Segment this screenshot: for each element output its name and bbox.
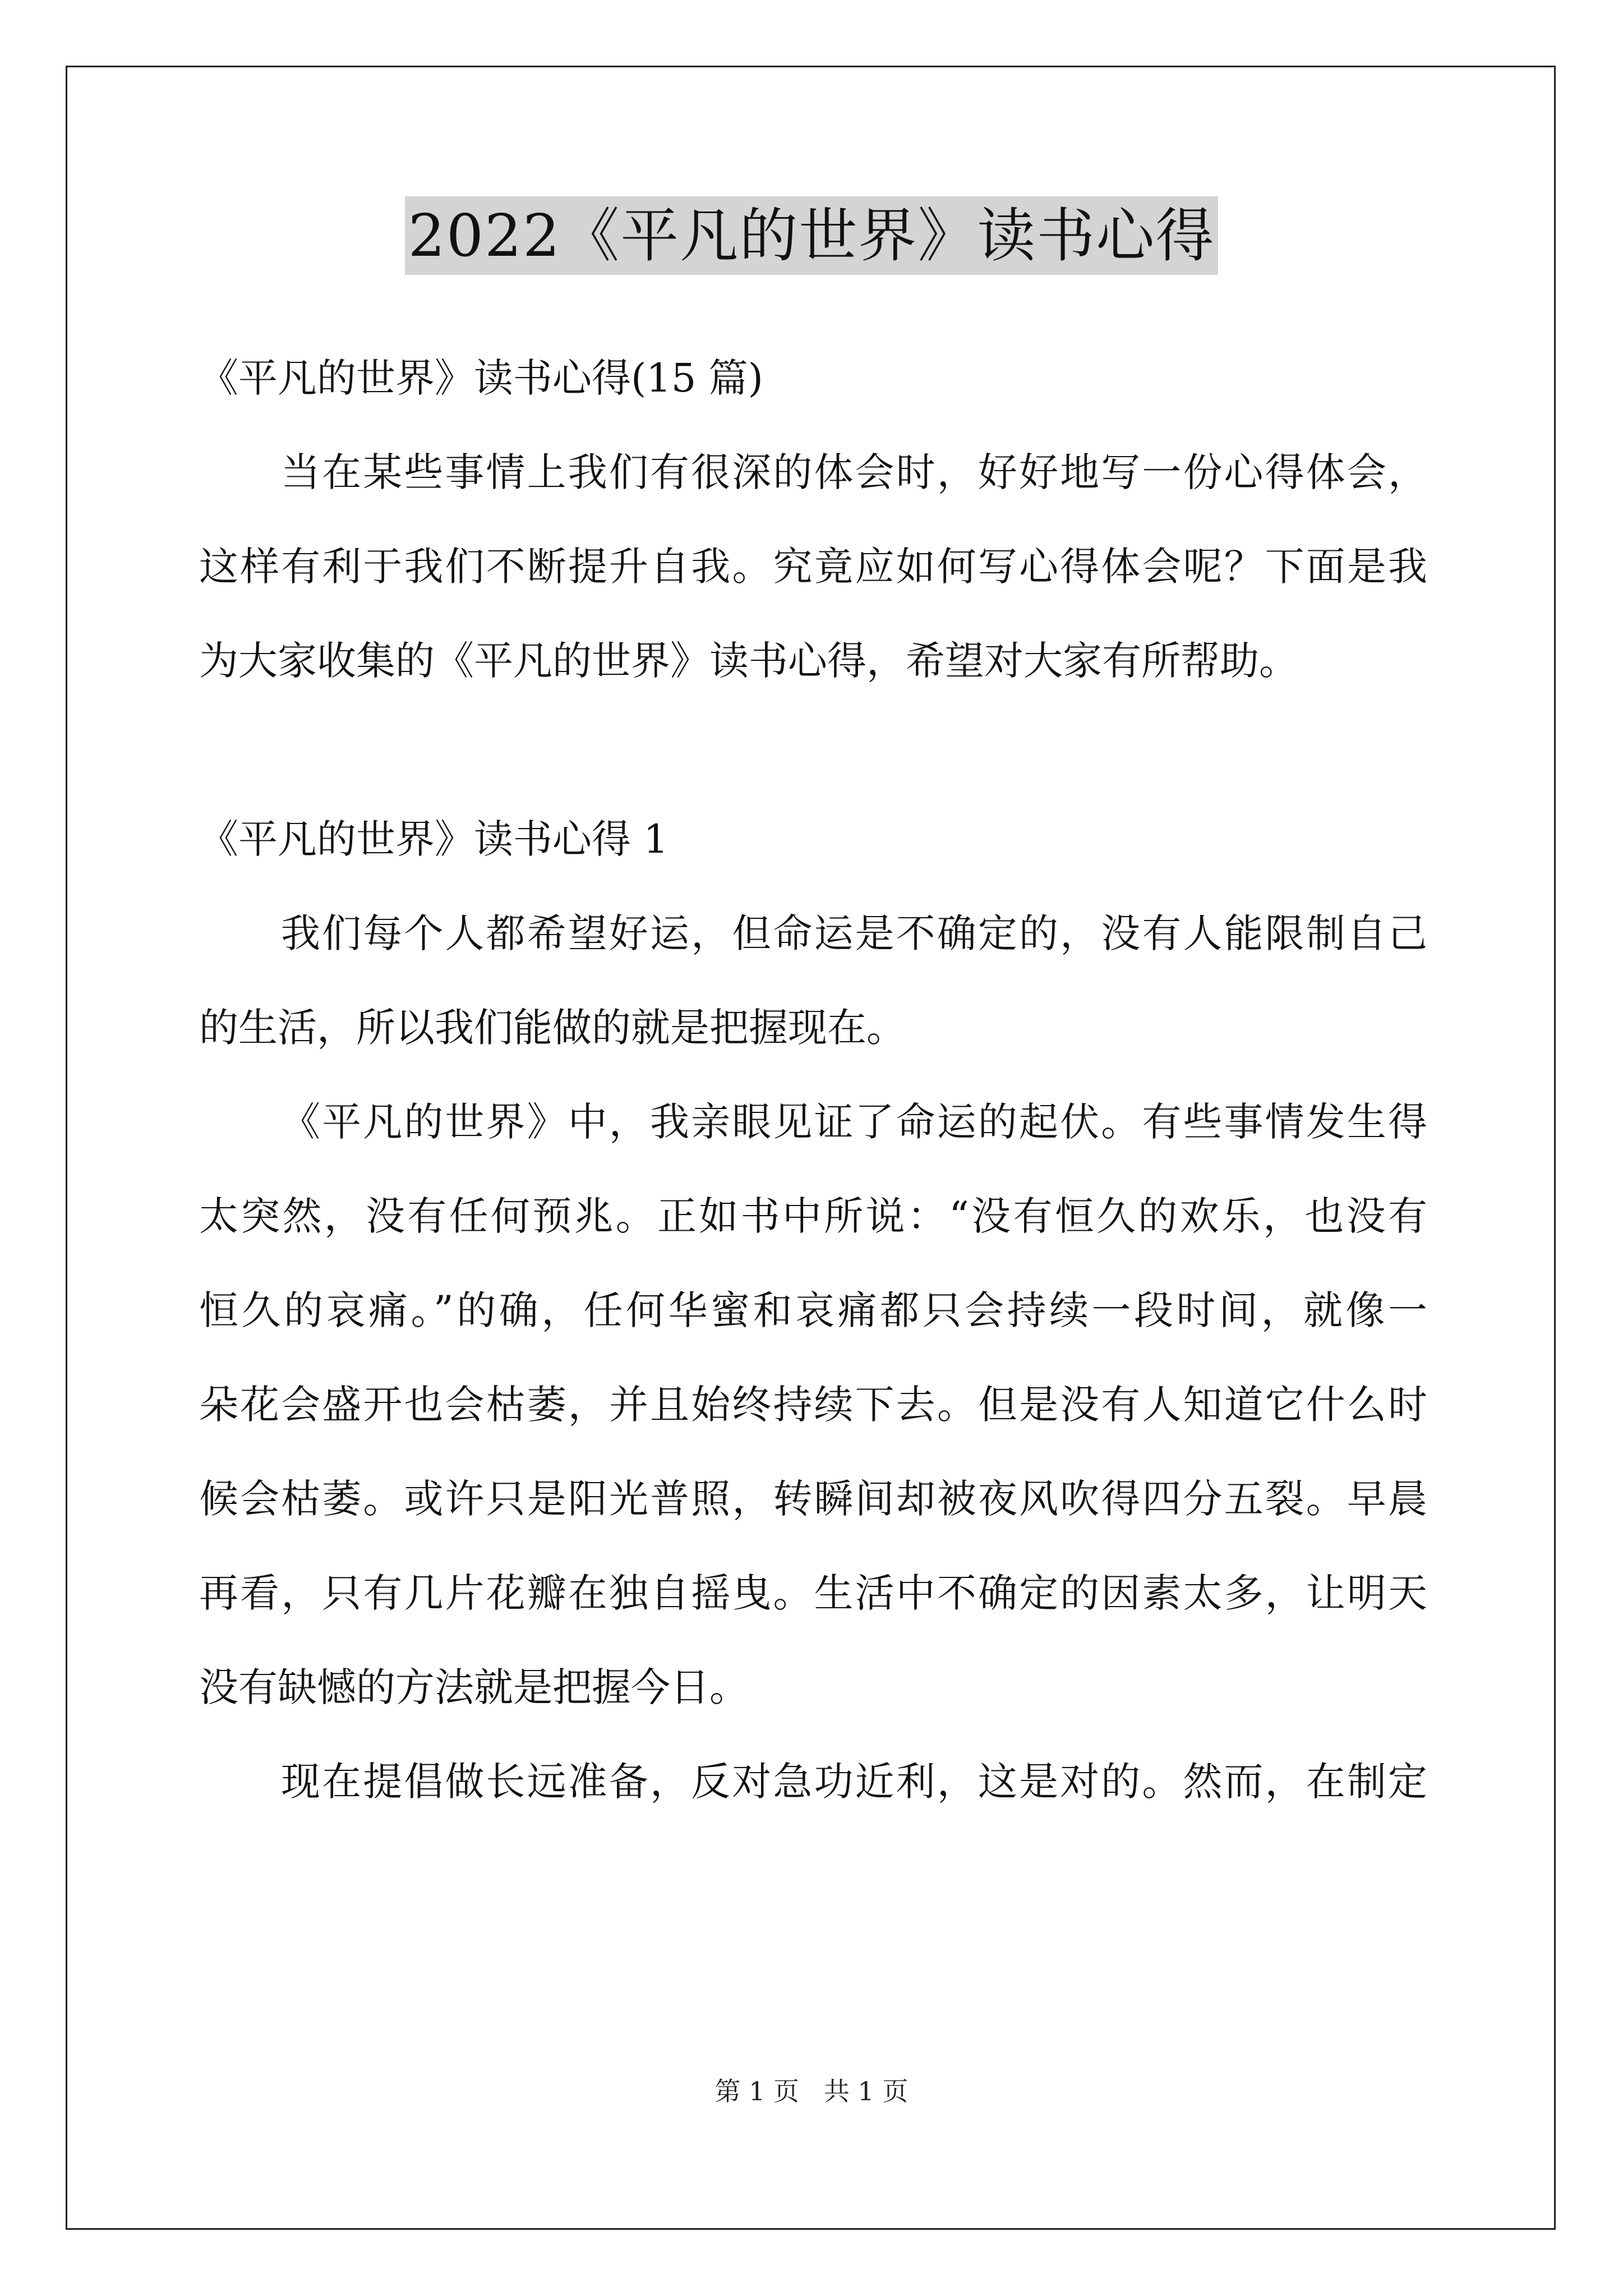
document-body <box>199 331 1427 1829</box>
paragraph-line: 朵花会盛开也会枯萎，并且始终持续下去。但是没有人知道它什么时 <box>199 1382 1427 1428</box>
paragraph-line: 《平凡的世界》中，我亲眼见证了命运的起伏。有些事情发生得 <box>281 1099 1427 1145</box>
paragraph-line: 候会枯萎。或许只是阳光普照，转瞬间却被夜风吹得四分五裂。早晨 <box>199 1476 1427 1522</box>
paragraph-line: 我们每个人都希望好运，但命运是不确定的，没有人能限制自己 <box>281 910 1427 956</box>
paragraph-line: 现在提倡做长远准备，反对急功近利，这是对的。然而，在制定 <box>281 1759 1427 1805</box>
title-area <box>0 196 1623 275</box>
paragraph-line: 再看，只有几片花瓣在独自摇曳。生活中不确定的因素太多，让明天 <box>199 1570 1427 1616</box>
paragraph-line: 恒久的哀痛。”的确，任何华蜜和哀痛都只会持续一段时间，就像一 <box>199 1287 1427 1333</box>
paragraph-line: 的生活，所以我们能做的就是把握现在。 <box>199 1005 906 1051</box>
paragraph-line: 太突然，没有任何预兆。正如书中所说：“没有恒久的欢乐，也没有 <box>199 1193 1427 1239</box>
paragraph-line: 没有缺憾的方法就是把握今日。 <box>199 1664 749 1710</box>
page-number: 第 1 页 共 1 页 <box>714 2076 909 2106</box>
intro-line: 这样有利于我们不断提升自我。究竟应如何写心得体会呢？下面是我 <box>199 544 1427 590</box>
intro-line: 当在某些事情上我们有很深的体会时，好好地写一份心得体会， <box>281 449 1427 495</box>
document-subtitle: 《平凡的世界》读书心得(15 篇) <box>199 355 763 401</box>
document-title: 2022《平凡的世界》读书心得 <box>405 196 1219 275</box>
section-heading: 《平凡的世界》读书心得 1 <box>199 816 668 862</box>
section-gap <box>199 708 1427 792</box>
intro-line: 为大家收集的《平凡的世界》读书心得，希望对大家有所帮助。 <box>199 638 1298 684</box>
